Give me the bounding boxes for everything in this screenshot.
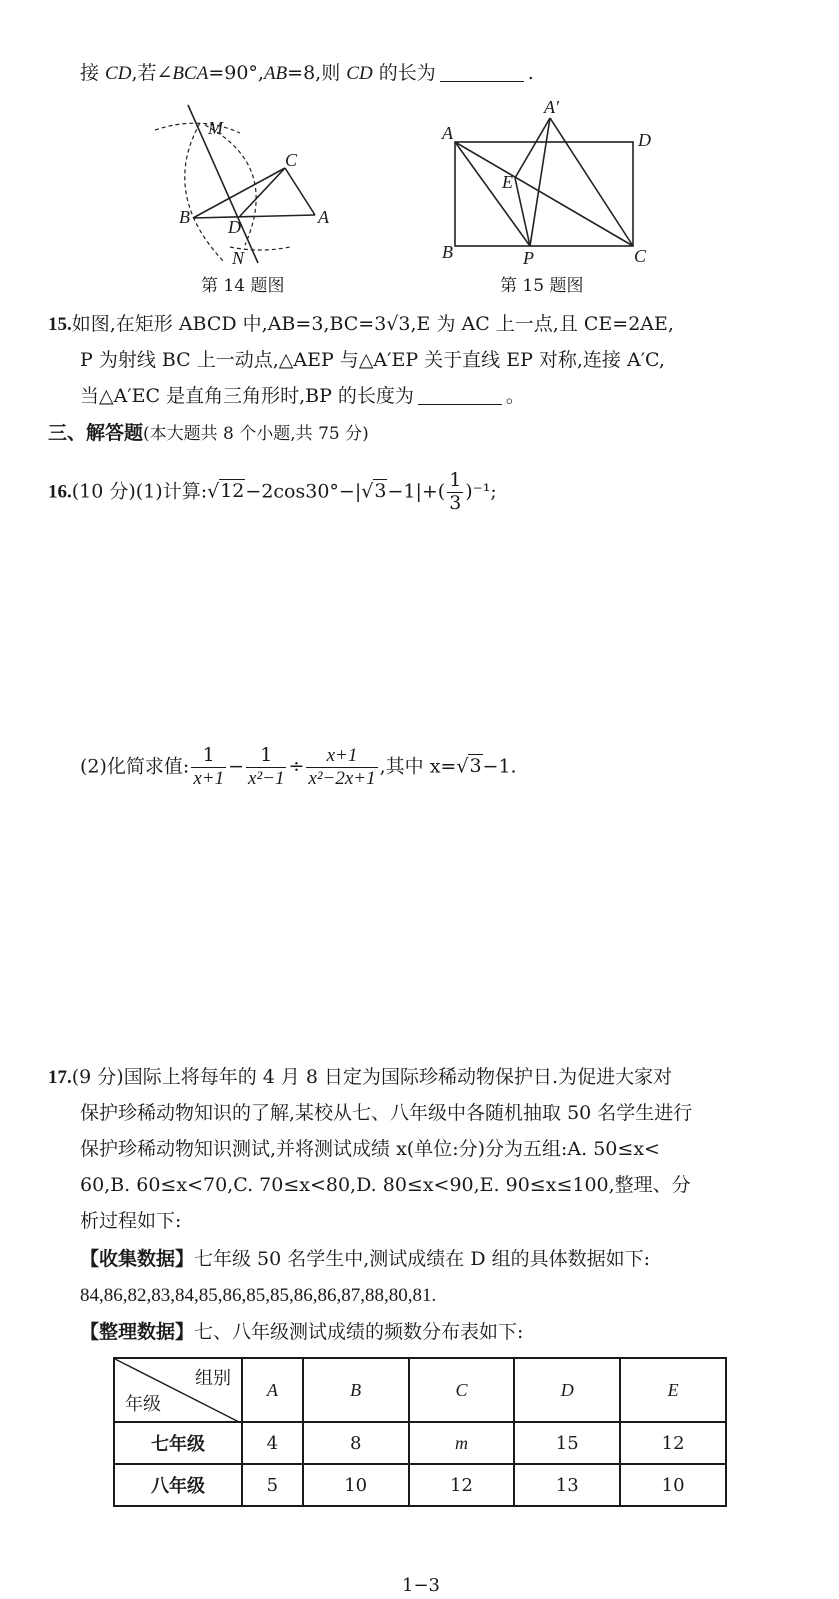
table-cell: 12 [409,1464,515,1506]
header-B: B [303,1358,409,1422]
label-14-A: A [318,207,329,227]
table-cell: 4 [242,1422,303,1464]
answer-area-16-1[interactable] [80,515,780,735]
section-3-note: (本大题共 8 个小题,共 75 分) [143,424,369,444]
question-number-15: 15. [48,314,72,335]
q17-line-1: 17.(9 分)国际上将每年的 4 月 8 日定为国际珍稀动物保护日.为促进大家对 [48,1066,673,1088]
label-14-N: N [232,248,245,268]
fraction-one-third: $\frac{1}{3}$ [449,469,462,514]
fraction-2: $\frac{1}{\text{x²−1}}$ [248,744,285,789]
organize-title: 【整理数据】 [80,1321,195,1343]
q16-part-1: 16.(10 分)(1)计算:√12−2cos30°−|√3−1|+( $\frac{1}{3}$ )⁻¹; [48,469,497,514]
answer-blank-14[interactable] [440,63,524,82]
figure-15 [440,100,660,260]
q17-collect-line: 【收集数据】七年级 50 名学生中,测试成绩在 D 组的具体数据如下: [80,1248,651,1270]
answer-blank-15[interactable] [418,386,502,405]
section-3-heading [48,422,369,445]
q17-organize-line: 【整理数据】七、八年级测试成绩的频数分布表如下: [80,1321,524,1343]
header-D: D [514,1358,620,1422]
label-14-D: D [228,217,241,237]
header-E: E [620,1358,726,1422]
row-label-grade8: 八年级 [114,1464,242,1506]
corner-top-label: 组别 [195,1368,231,1389]
label-15-A: A [442,123,453,143]
collect-title: 【收集数据】 [80,1248,195,1270]
q17-line-3: 保护珍稀动物知识测试,并将测试成绩 x(单位:分)分为五组:A. 50≤x< [80,1138,660,1160]
q15-line-1: 15.如图,在矩形 ABCD 中,AB=3,BC=3√3,E 为 AC 上一点,且 CE=2AE, [48,313,674,335]
q17-line-5: 析过程如下: [80,1210,182,1232]
frequency-table [113,1357,727,1507]
q17-line-2: 保护珍稀动物知识的了解,某校从七、八年级中各随机抽取 50 名学生进行 [80,1102,693,1124]
table-cell: 10 [620,1464,726,1506]
table-row [114,1464,726,1506]
label-15-C: C [634,246,647,266]
q15-line-3: 当△A′EC 是直角三角形时,BP 的长度为 。 [80,385,525,407]
table-row [114,1422,726,1464]
table-cell: 5 [242,1464,303,1506]
label-14-M: M [208,118,223,138]
header-C: C [409,1358,515,1422]
q17-line-4: 60,B. 60≤x<70,C. 70≤x<80,D. 80≤x<90,E. 90≤x≤100,整理、分 [80,1174,691,1196]
page-number: 1−3 [402,1575,440,1596]
table-cell: 13 [514,1464,620,1506]
label-14-B: B [179,207,190,227]
label-15-A-prime: A′ [544,97,559,117]
figure-15-caption: 第 15 题图 [500,276,584,296]
fraction-1: $\frac{1}{x+1}$ [193,744,225,789]
fraction-3: $\frac{x+1}{\text{x²−2x+1}}$ [308,745,376,789]
figure-14-caption: 第 14 题图 [201,276,285,296]
q16-part-2: (2)化简求值: $\frac{1}{x+1}$ − $\frac{1}{\text{x²−1}}$ ÷ $\frac{x+1}{\text{x²−2x+1}}$ ,其中 x=√3−1. [80,744,517,789]
table-cell: 15 [514,1422,620,1464]
table-cell: 12 [620,1422,726,1464]
table-corner-cell [114,1358,242,1422]
table-header-row [114,1358,726,1422]
corner-bottom-label: 年级 [125,1394,161,1415]
label-15-D: D [638,130,651,150]
row-label-grade7: 七年级 [114,1422,242,1464]
table-cell: 10 [303,1464,409,1506]
label-14-C: C [285,150,298,170]
question-number-17: 17. [48,1067,72,1088]
header-A: A [242,1358,303,1422]
label-15-P: P [523,248,534,268]
q15-line-2: P 为射线 BC 上一动点,△AEP 与△A′EP 关于直线 EP 对称,连接 A′C, [80,349,665,371]
question-number-16: 16. [48,481,72,503]
figure-14 [150,95,320,270]
label-15-B: B [442,242,453,262]
label-15-E: E [502,172,513,192]
answer-area-16-2[interactable] [80,800,780,1050]
q17-collect-values: 84,86,82,83,84,85,86,85,85,86,86,87,88,80,81. [80,1285,437,1306]
q14-tail-line: 接 CD,若∠BCA=90°,AB=8,则 CD 的长为 . [80,62,534,84]
table-cell: m [409,1422,515,1464]
section-3-title: 三、解答题 [48,422,144,444]
table-cell: 8 [303,1422,409,1464]
